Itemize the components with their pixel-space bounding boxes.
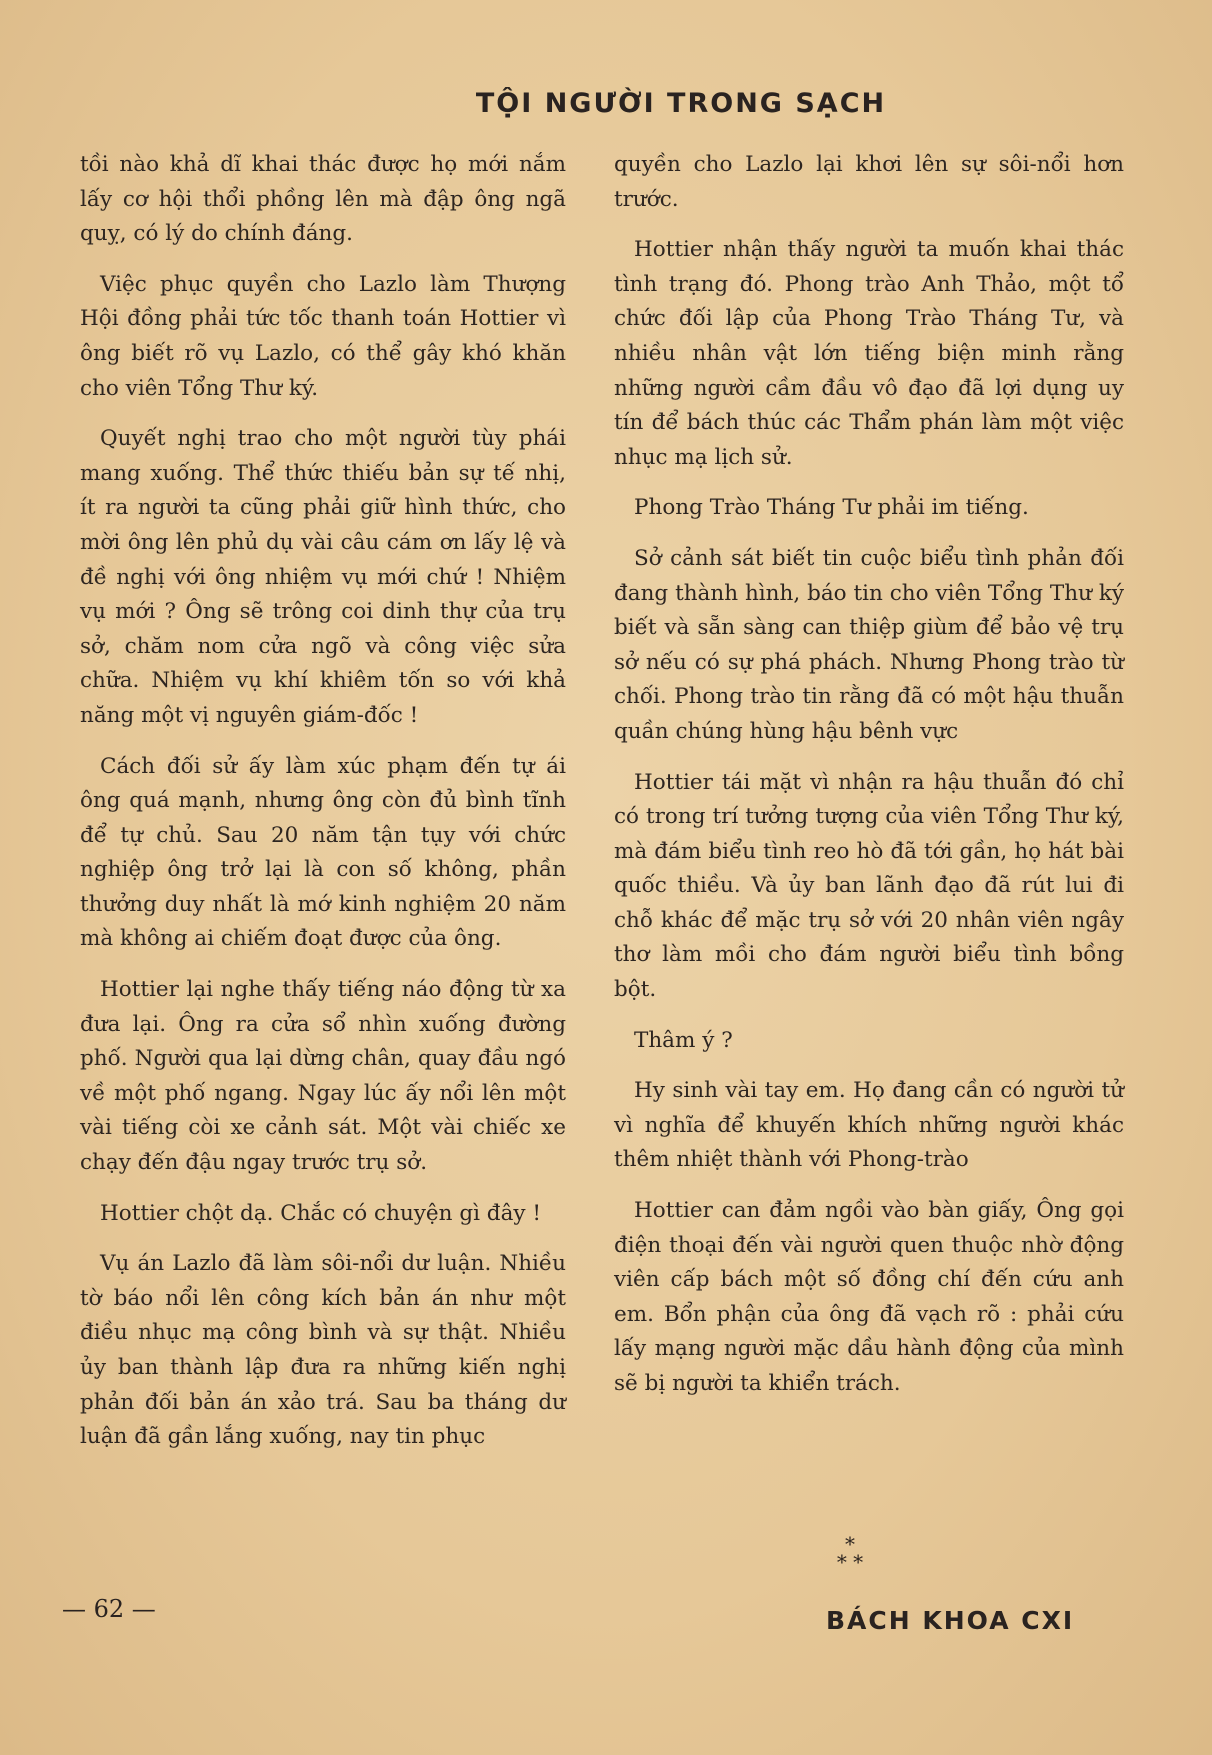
paragraph: Hy sinh vài tay em. Họ đang cần có người tử vì nghĩa để khuyến khích những người khác thêm nhiệt thành với Phong-trào — [614, 1078, 1124, 1173]
section-break-asterism — [790, 1532, 910, 1574]
magazine-name: BÁCH KHOA CXI — [826, 1606, 1075, 1635]
asterism-top: * — [845, 1532, 855, 1556]
page-number: — 62 — — [62, 1595, 156, 1623]
paragraph: Việc phục quyền cho Lazlo làm Thượng Hội đồng phải tức tốc thanh toán Hottier vì ông biết rõ vụ Lazlo, có thể gây khó khăn cho viên Tổng Thư ký. — [80, 271, 566, 401]
paragraph: Phong Trào Tháng Tư phải im tiếng. — [634, 495, 1029, 521]
paragraph: quyền cho Lazlo lại khơi lên sự sôi-nổi hơn trước. — [614, 152, 1124, 212]
paragraph: Hottier tái mặt vì nhận ra hậu thuẫn đó chỉ có trong trí tưởng tượng của viên Tổng Thư ký, mà đám biểu tình reo hò đã tới gần, họ hát bài quốc thiều. Và ủy ban lãnh đạo đã rút lui đi chỗ khác để mặc trụ sở với 20 nhân viên ngây thơ làm mồi cho đám người biểu tình bồng bột. — [614, 769, 1124, 1003]
paragraph: Hottier lại nghe thấy tiếng náo động từ xa đưa lại. Ông ra cửa sổ nhìn xuống đường phố. Người qua lại dừng chân, quay đầu ngó về một phố ngang. Ngay lúc ấy nổi lên một vài tiếng còi xe cảnh sát. Một vài chiếc xe chạy đến đậu ngay trước trụ sở. — [80, 977, 566, 1176]
paragraph: Cách đối sử ấy làm xúc phạm đến tự ái ông quá mạnh, nhưng ông còn đủ bình tĩnh để tự chủ. Sau 20 năm tận tụy với chức nghiệp ông trở lại là con số không, phần thưởng duy nhất là mớ kinh nghiệm 20 năm mà không ai chiếm đoạt được của ông. — [80, 753, 566, 952]
asterism-bottom: * * — [836, 1550, 864, 1574]
paragraph: tồi nào khả dĩ khai thác được họ mới nắm lấy cơ hội thổi phồng lên mà đập ông ngã quỵ, có lý do chính đáng. — [80, 152, 566, 247]
paragraph: Sở cảnh sát biết tin cuộc biểu tình phản đối đang thành hình, báo tin cho viên Tổng Thư ký biết và sẵn sàng can thiệp giùm để bảo vệ trụ sở nếu có sự phá phách. Nhưng Phong trào từ chối. Phong trào tin rằng đã có một hậu thuẫn quần chúng hùng hậu bênh vực — [614, 545, 1124, 744]
paragraph: Hottier can đảm ngồi vào bàn giấy, Ông gọi điện thoại đến vài người quen thuộc nhờ động viên cấp bách một số đồng chí đến cứu anh em. Bổn phận của ông đã vạch rõ : phải cứu lấy mạng người mặc dầu hành động của mình sẽ bị người ta khiển trách. — [614, 1198, 1124, 1396]
paragraph: Vụ án Lazlo đã làm sôi-nổi dư luận. Nhiều tờ báo nổi lên công kích bản án như một điều nhục mạ công bình và sự thật. Nhiều ủy ban thành lập đưa ra những kiến nghị phản đối bản án xảo trá. Sau ba tháng dư luận đã gần lắng xuống, nay tin phục — [80, 1251, 566, 1450]
paragraph: Quyết nghị trao cho một người tùy phái mang xuống. Thể thức thiếu bản sự tế nhị, ít ra người ta cũng phải giữ hình thức, cho mời ông lên phủ dụ vài câu cám ơn lấy lệ và đề nghị với ông nhiệm vụ mới chứ ! Nhiệm vụ mới ? Ông sẽ trông coi dinh thự của trụ sở, chăm nom cửa ngõ và công việc sửa chữa. Nhiệm vụ khí khiêm tốn so với khả năng một vị nguyên giám-đốc ! — [80, 426, 566, 728]
paragraph: Thâm ý ? — [634, 1027, 733, 1053]
left-column — [80, 148, 566, 1471]
paragraph: Hottier nhận thấy người ta muốn khai thác tình trạng đó. Phong trào Anh Thảo, một tổ chức đối lập của Phong Trào Tháng Tư, và nhiều nhân vật lớn tiếng biện minh rằng những người cầm đầu vô đạo đã lợi dụng uy tín để bách thúc các Thẩm phán làm một việc nhục mạ lịch sử. — [614, 237, 1124, 470]
paragraph: Hottier chột dạ. Chắc có chuyện gì đây ! — [100, 1200, 542, 1226]
running-title: TỘI NGƯỜI TRONG SẠCH — [475, 88, 887, 119]
right-column — [614, 148, 1124, 1418]
